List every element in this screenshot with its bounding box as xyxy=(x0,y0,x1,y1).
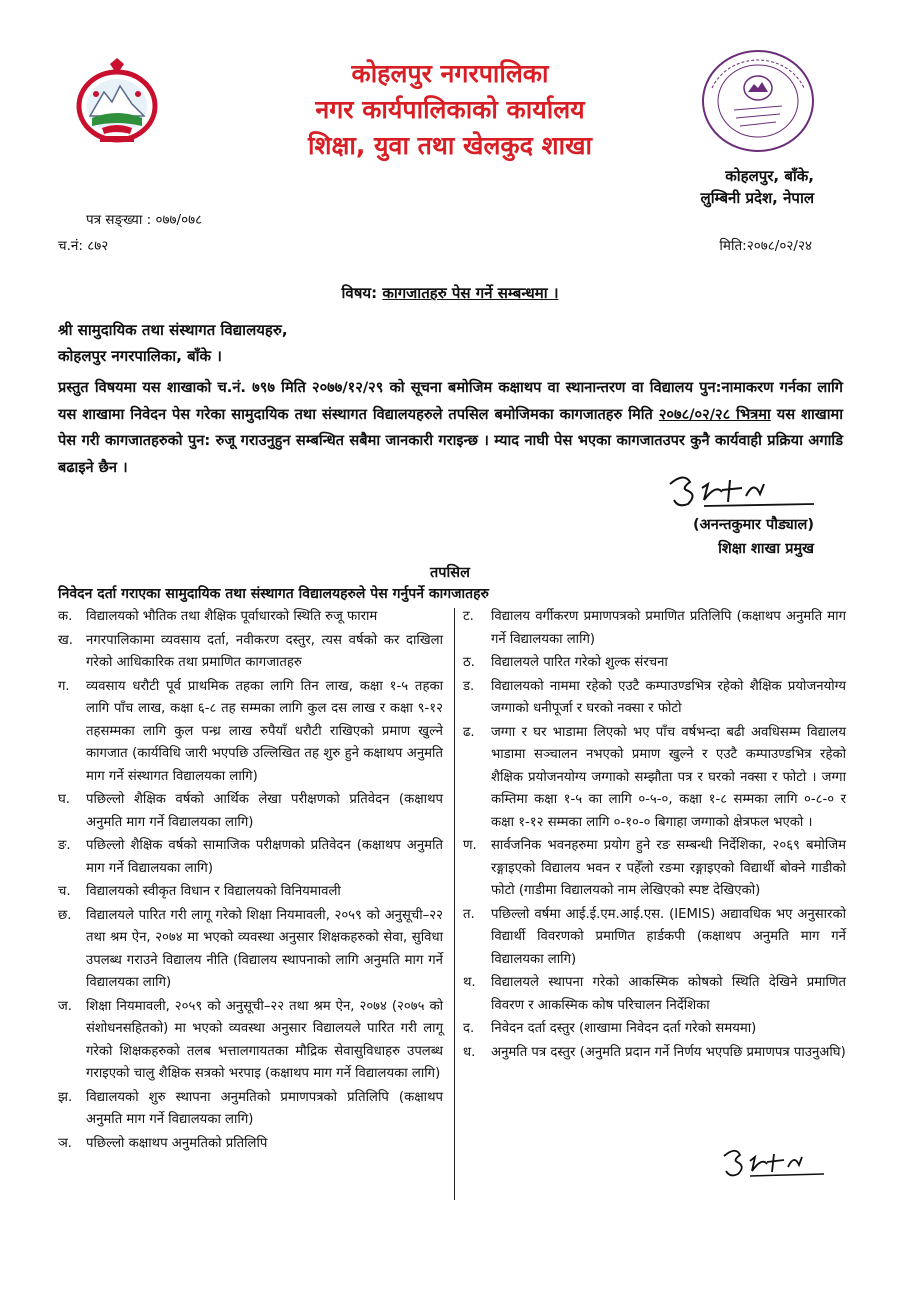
annex-item-marker: झ. xyxy=(58,1089,73,1105)
annex-item-marker: ञ. xyxy=(58,1135,72,1151)
dispatch-number: च.नं: ८७२ xyxy=(58,238,109,254)
annex-title: तपसिल xyxy=(430,565,470,581)
annex-item-text: नगरपालिकामा व्यवसाय दर्ता, नवीकरण दस्तुर, त्यस वर्षको कर दाखिला गरेको आधिकारिक तथा प्रमाणित कागजातहरु xyxy=(86,632,443,670)
annex-list-item xyxy=(463,972,846,1017)
annex-item-text: विद्यालयले पारित गरी लागू गरेको शिक्षा नियमावली, २०५९ को अनुसूची–२२ तथा श्रम ऐन, २०७४ मा भएको व्यवस्था अनुसार शिक्षकहरुको सेवा, सुविधा उपलब्ध गराउने विद्यालय नीति (विद्यालय स्थापनाको लागि अनुमति माग गर्ने विद्यालयका लागि) xyxy=(86,907,443,990)
annex-list-item xyxy=(463,835,846,903)
annex-item-text: जग्गा र घर भाडामा लिएको भए पाँच वर्षभन्दा बढी अवधिसम्म विद्यालय भाडामा सञ्चालन नभएको प्रमाण खुल्ने र एउटै कम्पाउण्डभित्र रहेको शैक्षिक प्रयोजनयोग्य जग्गाको सम्झौता पत्र र घरको नक्सा र फोटो । जग्गा कम्तिमा कक्षा १-५ का लागि ०-५-०, कक्षा १-८ सम्मका लागि ०-८-० र कक्षा १-१२ सम्मका लागि ०-१०-० बिगाहा जग्गाको क्षेत्रफल भएको । xyxy=(491,724,846,830)
annex-list-item xyxy=(463,652,846,675)
annex-right-column xyxy=(463,606,846,1065)
annex-list-item xyxy=(463,1018,846,1041)
annex-list-item xyxy=(463,904,846,972)
subject-line xyxy=(0,283,900,303)
annex-item-text: विद्यालयको स्वीकृत विधान र विद्यालयको विनियमावली xyxy=(86,884,341,899)
handwritten-signature xyxy=(664,470,824,510)
annex-list-item xyxy=(463,1042,846,1065)
annex-item-text: पछिल्लो शैक्षिक वर्षको सामाजिक परीक्षणको प्रतिवेदन (कक्षाथप अनुमति माग गर्ने विद्यालयका लागि) xyxy=(86,838,443,876)
annex-item-text: निवेदन दर्ता दस्तुर (शाखामा निवेदन दर्ता गरेको समयमा) xyxy=(491,1021,757,1036)
address-line-1: कोहलपुर, बाँके, xyxy=(725,167,814,185)
recipient-line-2: कोहलपुर नगरपालिका, बाँके । xyxy=(58,347,222,365)
annex-item-marker: त. xyxy=(463,906,475,922)
annex-item-marker: ट. xyxy=(463,609,474,624)
annex-item-text: पछिल्लो शैक्षिक वर्षको आर्थिक लेखा परीक्षणको प्रतिवेदन (कक्षाथप अनुमति माग गर्ने विद्यालयका लागि) xyxy=(86,792,443,830)
annex-item-text: पछिल्लो कक्षाथप अनुमतिको प्रतिलिपि xyxy=(86,1135,268,1151)
recipient-line-1: श्री सामुदायिक तथा संस्थागत विद्यालयहरु, xyxy=(58,321,288,339)
annex-item-marker: ढ. xyxy=(463,724,475,740)
annex-list-item xyxy=(58,905,443,995)
annex-item-text: पछिल्लो वर्षमा आई.ई.एम.आई.एस. (IEMIS) अद्यावधिक भए अनुसारको विद्यार्थी विवरणको प्रमाणित हार्डकपी (कक्षाथप अनुमति माग गर्ने विद्यालयका लागि) xyxy=(491,906,846,967)
annex-list-item xyxy=(58,881,443,904)
signatory-name: (अनन्तकुमार पौड्याल) xyxy=(693,517,814,533)
deadline-date: २०७८/०२/२८ भित्रमा xyxy=(658,405,771,423)
annex-item-marker: घ. xyxy=(58,792,70,807)
annex-item-text: विद्यालयको भौतिक तथा शैक्षिक पूर्वाधारको स्थिति रुजू फाराम xyxy=(86,609,378,624)
annex-item-text: विद्यालयको शुरु स्थापना अनुमतिको प्रमाणपत्रको प्रतिलिपि (कक्षाथप अनुमति माग गर्ने विद्यालयका लागि) xyxy=(86,1089,443,1127)
annex-item-marker: च. xyxy=(58,884,71,899)
annex-item-marker: छ. xyxy=(58,907,72,923)
annex-item-marker: ज. xyxy=(58,998,72,1014)
handwritten-initials xyxy=(720,1146,830,1180)
annex-item-marker: क. xyxy=(58,609,73,624)
letter-number: पत्र सङ्ख्या : ०७७/०७८ xyxy=(86,212,203,228)
annex-list-item xyxy=(463,722,846,835)
office-name: कोहलपुर नगरपालिका xyxy=(351,59,549,88)
annex-item-text: विद्यालयले स्थापना गरेको आकस्मिक कोषको स्थिति देखिने प्रमाणित विवरण र आकस्मिक कोष परिचालन निर्देशिका xyxy=(491,975,846,1013)
annex-item-marker: थ. xyxy=(463,975,476,990)
body-text-part-1: प्रस्तुत विषयमा यस शाखाको च.नं. ७९७ मिति २०७७/१२/२९ को सूचना बमोजिम कक्षाथप वा स्थानान्तरण वा विद्यालय पुन:नामाकरण गर्नका लागि यस शाखामा निवेदन पेस गरेका सामुदायिक तथा संस्थागत विद्यालयहरुले तपसिल बमोजिमका कागजातहरु मिति xyxy=(58,379,843,423)
annex-list-item xyxy=(58,676,443,789)
annex-list-item xyxy=(463,676,846,721)
body-paragraph xyxy=(58,375,843,481)
annex-item-text: शिक्षा नियमावली, २०५९ को अनुसूची–२२ तथा श्रम ऐन, २०७४ (२०७५ को संशोधनसहितको) मा भएको व्यवस्था अनुसार विद्यालयले पारित गरी लागू गरेको शिक्षकहरुको तलब भत्तालगायतका मौद्रिक सेवासुविधाहरु उपलब्ध गराइएको चालु शैक्षिक सत्रको भरपाइ (कक्षाथप माग गर्ने विद्यालयका लागि) xyxy=(86,998,443,1081)
annex-item-marker: ड. xyxy=(463,678,475,694)
annex-subtitle: निवेदन दर्ता गराएका सामुदायिक तथा संस्थागत विद्यालयहरुले पेस गर्नुपर्ने कागजातहरु xyxy=(58,586,489,602)
annex-list-item xyxy=(58,1133,443,1156)
annex-item-text: विद्यालयले पारित गरेको शुल्क संरचना xyxy=(491,655,668,670)
annex-list-item xyxy=(58,630,443,675)
signatory-designation: शिक्षा शाखा प्रमुख xyxy=(718,541,814,557)
annex-item-text: विद्यालयको नाममा रहेको एउटै कम्पाउण्डभित्र रहेको शैक्षिक प्रयोजनयोग्य जग्गाको धनीपूर्जा र घरको नक्सा र फोटो xyxy=(491,678,846,716)
annex-list-item xyxy=(58,835,443,880)
annex-item-text: विद्यालय वर्गीकरण प्रमाणपत्रको प्रमाणित प्रतिलिपि (कक्षाथप अनुमति माग गर्ने विद्यालयका लागि) xyxy=(491,609,846,647)
municipality-seal-logo xyxy=(700,48,816,154)
letter-date: मिति:२०७८/०२/२४ xyxy=(719,238,812,254)
annex-list-item xyxy=(58,606,443,629)
annex-item-text: अनुमति पत्र दस्तुर (अनुमति प्रदान गर्ने निर्णय भएपछि प्रमाणपत्र पाउनुअघि) xyxy=(491,1044,846,1060)
annex-item-marker: ठ. xyxy=(463,655,475,670)
annex-item-marker: द. xyxy=(463,1021,475,1036)
office-subtitle: नगर कार्यपालिकाको कार्यालय xyxy=(315,95,585,124)
annex-list-item xyxy=(58,789,443,834)
annex-item-marker: ण. xyxy=(463,838,477,853)
annex-item-marker: ख. xyxy=(58,632,73,648)
body-text-part-2: यस शाखामा पेस गरी कागजातहरुको पुन: रुजू गराउनुहुन सम्बन्धित सबैमा जानकारी गराइन्छ । म्याद नाघी पेस भएका कागजातउपर कुनै कार्यवाही प्रक्रिया अगाडि बढाइने छैन । xyxy=(58,405,843,476)
annex-item-marker: ध. xyxy=(463,1044,476,1060)
address-line-2: लुम्बिनी प्रदेश, नेपाल xyxy=(700,189,814,207)
subject-label: विषय: xyxy=(341,284,378,302)
annex-left-column xyxy=(58,606,443,1156)
annex-item-text: व्यवसाय धरौटी पूर्व प्राथमिक तहका लागि तिन लाख, कक्षा १-५ तहका लागि पाँच लाख, कक्षा ६-८ तह सम्मका लागि कुल दस लाख र कक्षा ९-१२ तहसम्मका लागि कुल पन्ध्र लाख रुपैयाँ धरौटी राखिएको प्रमाण खुल्ने कागजात (कार्यविधि जारी भएपछि उल्लिखित तह शुरु हुने कक्षाथप अनुमति माग गर्ने संस्थागत विद्यालयका लागि) xyxy=(86,678,443,784)
section-name: शिक्षा, युवा तथा खेलकुद शाखा xyxy=(307,131,593,160)
annex-list-item xyxy=(463,606,846,651)
annex-list-item xyxy=(58,996,443,1086)
annex-list xyxy=(58,606,848,1210)
annex-list-item xyxy=(58,1087,443,1132)
subject-text: कागजातहरु पेस गर्ने सम्बन्धमा । xyxy=(382,284,559,302)
annex-item-marker: ग. xyxy=(58,678,70,694)
annex-item-text: सार्वजनिक भवनहरुमा प्रयोग हुने रङ सम्बन्धी निर्देशिका, २०६९ बमोजिम रङ्गाइएको विद्यालय भवन र पहेँलो रङमा रङ्गाइएको विद्यार्थी बोक्ने गाडीको फोटो (गाडीमा विद्यालयको नाम लेखिएको स्पष्ट देखिएको) xyxy=(491,838,846,898)
annex-item-marker: ङ. xyxy=(58,838,71,853)
